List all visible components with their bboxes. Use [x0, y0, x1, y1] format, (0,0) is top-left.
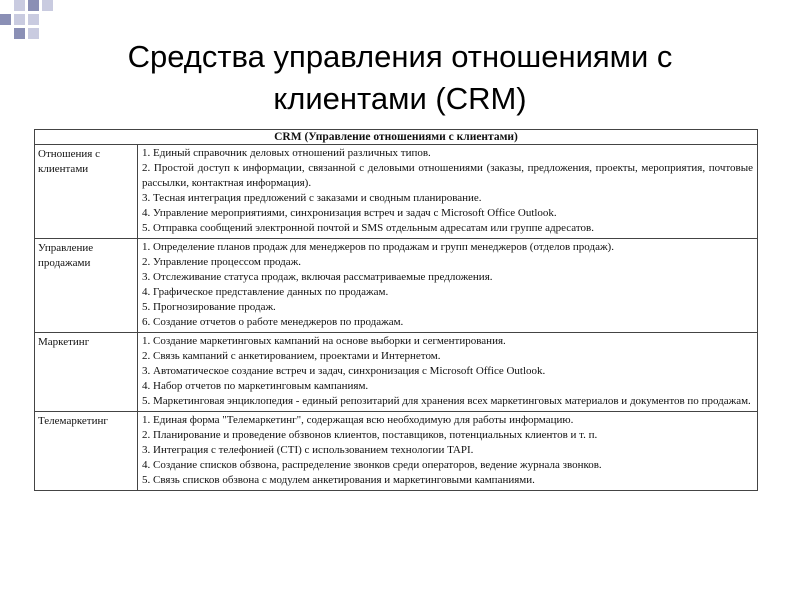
- deco-square: [28, 0, 39, 11]
- row-category: Телемаркетинг: [35, 412, 138, 491]
- deco-square: [28, 28, 39, 39]
- row-items: [138, 333, 758, 412]
- list-item: 3. Отслеживание статуса продаж, включая рассматриваемые предложения.: [142, 271, 493, 283]
- list-item: 2. Планирование и проведение обзвонов клиентов, поставщиков, потенциальных клиентов и т. п.: [142, 429, 598, 441]
- list-item: 3. Интеграция с телефонией (CTI) с использованием технологии TAPI.: [142, 444, 474, 456]
- list-item: 4. Набор отчетов по маркетинговым кампаниям.: [142, 380, 369, 392]
- row-category: Отношения с клиентами: [35, 145, 138, 239]
- table-row: [35, 145, 758, 239]
- list-item: 3. Автоматическое создание встреч и задач, синхронизация с Microsoft Office Outlook.: [142, 365, 546, 377]
- deco-square: [14, 14, 25, 25]
- row-items: [138, 145, 758, 239]
- deco-square: [14, 28, 25, 39]
- table-row: [35, 412, 758, 491]
- list-item: 5. Маркетинговая энциклопедия - единый репозитарий для хранения всех маркетинговых материалов и документов по продажам.: [142, 395, 751, 407]
- list-item: 1. Определение планов продаж для менеджеров по продажам и групп менеджеров (отделов продаж).: [142, 241, 614, 253]
- row-category: Управление продажами: [35, 239, 138, 333]
- list-item: 2. Связь кампаний с анкетированием, проектами и Интернетом.: [142, 350, 441, 362]
- table-header: CRM (Управление отношениями с клиентами): [35, 130, 758, 145]
- list-item: 2. Простой доступ к информации, связанной с деловыми отношениями (заказы, предложения, проекты, мероприятия, почтовые рассылки, контактная информация).: [142, 162, 753, 189]
- row-category: Маркетинг: [35, 333, 138, 412]
- table-row: [35, 333, 758, 412]
- list-item: 2. Управление процессом продаж.: [142, 256, 302, 268]
- list-item: 3. Тесная интеграция предложений с заказами и сводным планирование.: [142, 192, 482, 204]
- list-item: 1. Единый справочник деловых отношений различных типов.: [142, 147, 431, 159]
- list-item: 4. Графическое представление данных по продажам.: [142, 286, 389, 298]
- deco-square: [42, 0, 53, 11]
- crm-table: [34, 129, 758, 491]
- table-row: [35, 239, 758, 333]
- slide-title-line: Средства управления отношениями с: [127, 39, 673, 74]
- list-item: 5. Связь списков обзвона с модулем анкетирования и маркетинговыми кампаниями.: [142, 474, 535, 486]
- slide-title: [60, 36, 740, 120]
- list-item: 4. Управление мероприятиями, синхронизация встреч и задач с Microsoft Office Outlook.: [142, 207, 557, 219]
- list-item: 5. Отправка сообщений электронной почтой и SMS отдельным адресатам или группе адресатов.: [142, 222, 594, 234]
- table-header-row: [35, 130, 758, 145]
- deco-square: [28, 14, 39, 25]
- list-item: 1. Единая форма "Телемаркетинг", содержащая всю необходимую для работы информацию.: [142, 414, 574, 426]
- list-item: 6. Создание отчетов о работе менеджеров по продажам.: [142, 316, 404, 328]
- row-items: [138, 239, 758, 333]
- slide-title-line: клиентами (CRM): [273, 81, 527, 116]
- list-item: 4. Создание списков обзвона, распределение звонков среди операторов, ведение журнала звонков.: [142, 459, 602, 471]
- list-item: 5. Прогнозирование продаж.: [142, 301, 276, 313]
- deco-square: [0, 14, 11, 25]
- list-item: 1. Создание маркетинговых кампаний на основе выборки и сегментирования.: [142, 335, 506, 347]
- row-items: [138, 412, 758, 491]
- deco-square: [14, 0, 25, 11]
